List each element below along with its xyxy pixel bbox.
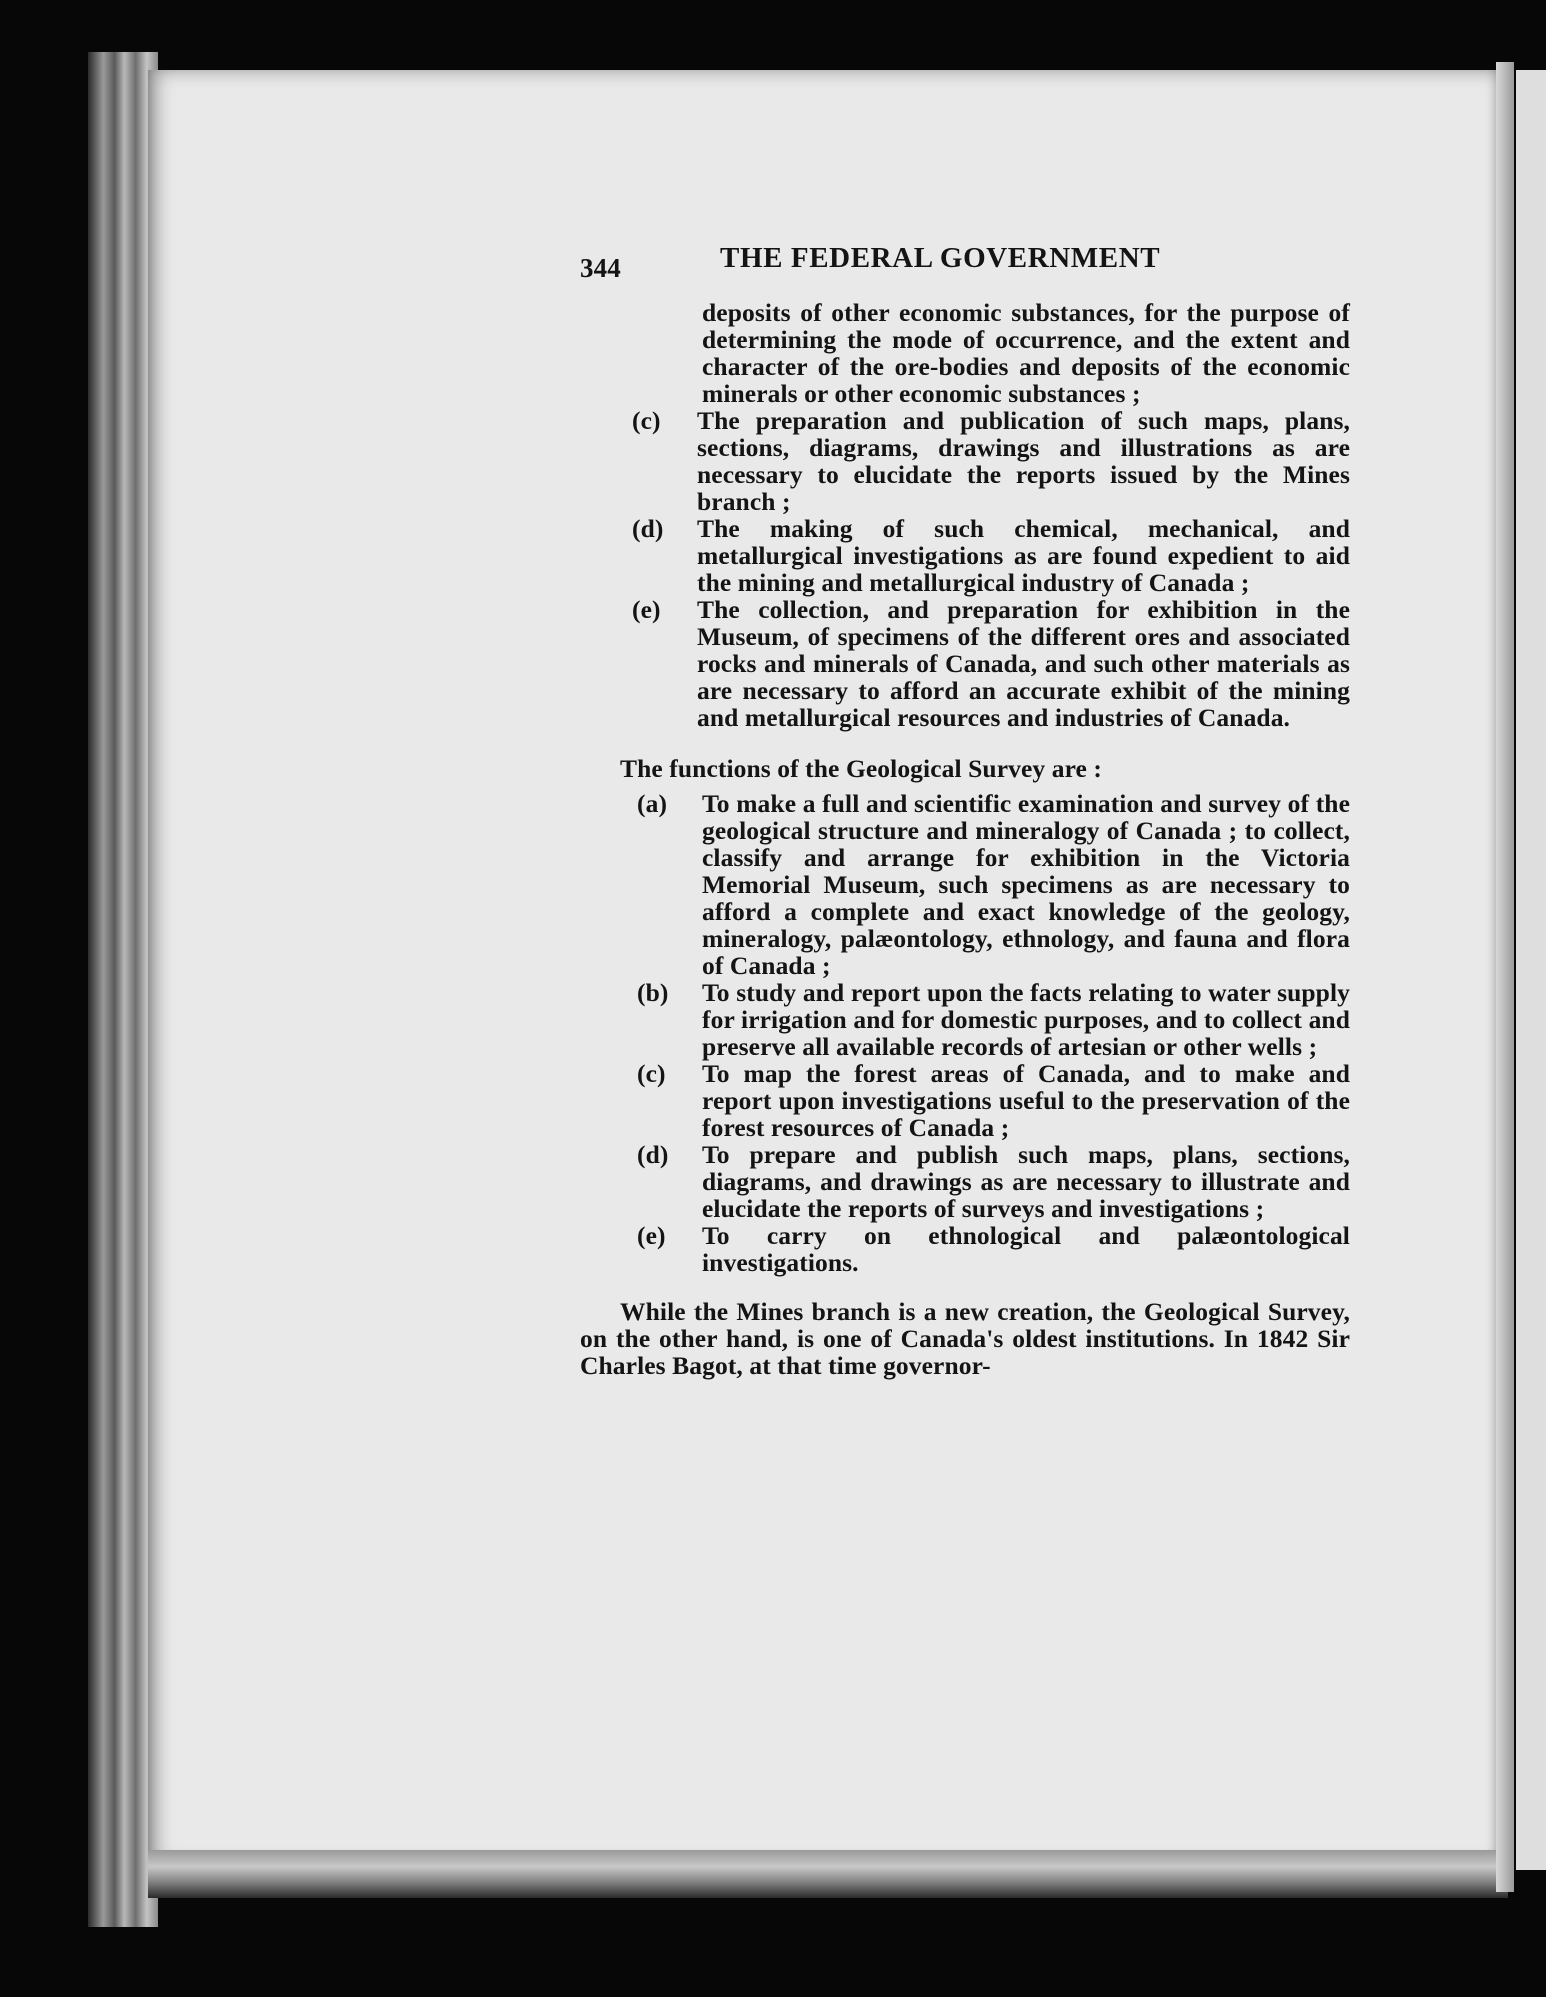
item-label: (e)	[632, 595, 661, 624]
item-text: To prepare and publish such maps, plans, sections, diagrams, and drawings as are necessary to illustrate and elucidate the reports of surveys and investigations ;	[702, 1140, 1350, 1223]
page-text	[580, 242, 1350, 1380]
list-item	[637, 1060, 1350, 1141]
geological-functions-list	[580, 790, 1350, 1276]
item-label: (c)	[632, 406, 661, 435]
list-item	[632, 407, 1350, 515]
list-item	[632, 596, 1350, 731]
continued-paragraph: deposits of other economic substances, for the purpose of determining the mode of occurrence, and the extent and character of the ore-bodies and deposits of the economic minerals or other economic substances ;	[702, 298, 1350, 408]
mines-functions-list	[580, 407, 1350, 731]
page-number: 344	[580, 253, 621, 283]
item-text: The preparation and publication of such maps, plans, sections, diagrams, drawings and illustrations as are necessary to elucidate the reports issued by the Mines branch ;	[697, 406, 1350, 516]
item-text: The collection, and preparation for exhibition in the Museum, of specimens of the different ores and associated rocks and minerals of Canada, and such other materials as are necessary to afford an accurate exhibit of the mining and metallurgical resources and industries of Canada.	[697, 595, 1350, 732]
page-stack-edge	[148, 1850, 1508, 1898]
closing-paragraph: While the Mines branch is a new creation, the Geological Survey, on the other hand, is one of Canada's oldest institutions. In 1842 Sir Charles Bagot, at that time governor-	[580, 1297, 1350, 1380]
item-text: To map the forest areas of Canada, and to make and report upon investigations useful to the preservation of the forest resources of Canada ;	[702, 1059, 1350, 1142]
item-label: (b)	[637, 978, 669, 1007]
geological-survey-lead: The functions of the Geological Survey are :	[620, 754, 1103, 783]
facing-page	[1516, 70, 1546, 1870]
item-label: (e)	[637, 1221, 666, 1250]
list-item	[632, 515, 1350, 596]
item-text: To study and report upon the facts relating to water supply for irrigation and for domestic purposes, and to collect and preserve all available records of artesian or other wells ;	[702, 978, 1350, 1061]
item-text: The making of such chemical, mechanical, and metallurgical investigations as are found expedient to aid the mining and metallurgical industry of Canada ;	[697, 514, 1350, 597]
page-gutter	[1496, 62, 1514, 1892]
item-label: (d)	[632, 514, 664, 543]
list-item	[637, 790, 1350, 979]
list-item	[637, 1141, 1350, 1222]
item-label: (c)	[637, 1059, 666, 1088]
item-text: To make a full and scientific examination and survey of the geological structure and mineralogy of Canada ; to collect, classify and arrange for exhibition in the Victoria Memorial Museum, such specimens as are necessary to afford a complete and exact knowledge of the geology, mineralogy, palæontology, ethnology, and fauna and flora of Canada ;	[702, 789, 1350, 980]
item-label: (d)	[637, 1140, 669, 1169]
item-text: To carry on ethnological and palæontological investigations.	[702, 1221, 1350, 1277]
list-item	[637, 1222, 1350, 1276]
item-label: (a)	[637, 789, 668, 818]
running-head	[580, 242, 1350, 289]
list-item	[637, 979, 1350, 1060]
chapter-title: THE FEDERAL GOVERNMENT	[720, 242, 1161, 274]
